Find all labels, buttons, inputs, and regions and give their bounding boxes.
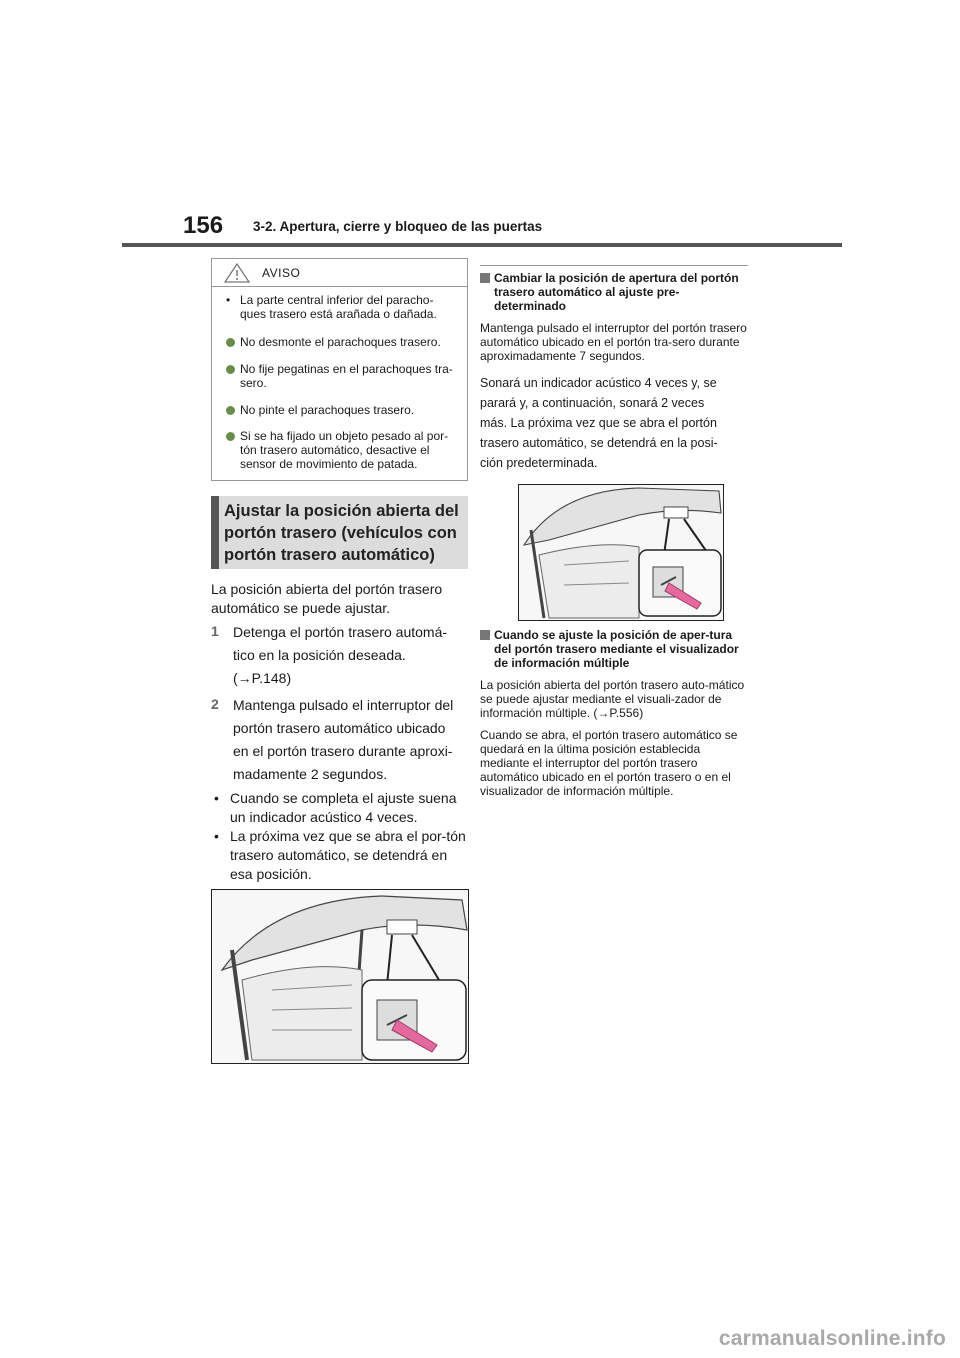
intro-line: La posición abierta del portón trasero [211,581,443,597]
paragraph: Mantenga pulsado el interruptor del portón trasero automático ubicado en el portón tra-sero durante aproximadamente 7 segundos. [480,321,747,363]
bullet-text: La próxima vez que se abra el por-tón trasero automático, se detendrá en esa posición. [230,828,466,882]
warning-divider [212,286,467,287]
section-heading [211,496,468,569]
header-rule [122,243,842,247]
step-text: portón trasero automático ubicado [233,720,446,736]
step-text: tico en la posición deseada. [233,647,406,663]
green-dot-icon [226,365,235,374]
warning-header [212,259,467,285]
warning-item [226,403,458,417]
step-text: en el portón trasero durante aproxi- [233,743,453,759]
subsection-rule [480,265,748,266]
section-title: 3-2. Apertura, cierre y bloqueo de las puertas [253,219,543,234]
bullet-text: Cuando se completa el ajuste suena un indicador acústico 4 veces. [230,790,457,825]
warning-triangle-icon [224,263,250,283]
bullet-marker: • [226,293,231,307]
paragraph: Cuando se abra, el portón trasero automático se quedará en la última posición establecida mediante el interruptor del portón trasero automático ubicado en el portón trasero o en el visualizador de información múltiple. [480,728,738,798]
warning-item [226,335,458,349]
warning-item [226,362,458,390]
page-number: 156 [183,212,224,239]
paragraph-line: parará y, a continuación, sonará 2 veces [480,396,705,410]
step-text: Mantenga pulsado el interruptor del [233,697,454,713]
step-link[interactable]: (→P.148) [233,670,292,686]
bullet-marker: • [214,790,219,806]
heading-line: Ajustar la posición abierta del [224,502,459,520]
tailgate-illustration-icon [519,485,723,620]
green-dot-icon [226,432,235,441]
intro-line: automático se puede ajustar. [211,600,391,616]
warning-item [226,429,458,471]
tailgate-illustration-icon [212,890,468,1063]
green-dot-icon [226,338,235,347]
paragraph: La posición abierta del portón trasero auto-mático se puede ajustar mediante el visuali-zador de información múltiple. (→P.556) [480,678,745,720]
step-text: madamente 2 segundos. [233,766,388,782]
list-item [211,789,469,827]
heading-accent-bar [211,496,219,569]
paragraph-line: Sonará un indicador acústico 4 veces y, se [480,376,717,390]
paragraph-line: ción predeterminada. [480,456,598,470]
square-bullet-icon [480,273,490,283]
heading-line: portón trasero (vehículos con [224,524,457,542]
warning-item [226,293,458,321]
subsection-title: Cambiar la posición de apertura del portón trasero automático al ajuste pre-determinado [494,271,739,313]
paragraph-line: trasero automático, se detendrá en la posi- [480,436,718,450]
subsection-title: Cuando se ajuste la posición de aper-tura del portón trasero mediante el visualizador de información múltiple [494,628,739,670]
tailgate-switch-illustration [518,484,724,621]
warning-box [211,258,468,481]
footer-watermark-url[interactable]: carmanualsonline.info [718,1327,946,1350]
list-item [211,827,469,884]
warning-item-text: Si se ha fijado un objeto pesado al por-tón trasero automático, desactive el sensor de movimiento de patada. [240,429,449,471]
paragraph-line: más. La próxima vez que se abra el portón [480,416,717,430]
warning-item-text: No desmonte el parachoques trasero. [240,335,441,349]
subsection-heading [480,628,750,670]
warning-item-text: La parte central inferior del paracho-ques trasero está arañada o dañada. [240,293,437,321]
step-number: 1 [211,623,219,639]
step-number: 2 [211,696,219,712]
warning-item-text: No pinte el parachoques trasero. [240,403,415,417]
bullet-marker: • [214,828,219,844]
square-bullet-icon [480,630,490,640]
warning-item-text: No fije pegatinas en el parachoques tra-sero. [240,362,453,390]
subsection-heading [480,271,750,313]
step-text: Detenga el portón trasero automá- [233,624,448,640]
green-dot-icon [226,406,235,415]
warning-title: AVISO [262,266,301,280]
tailgate-switch-illustration [211,889,469,1064]
heading-line: portón trasero automático) [224,546,435,564]
